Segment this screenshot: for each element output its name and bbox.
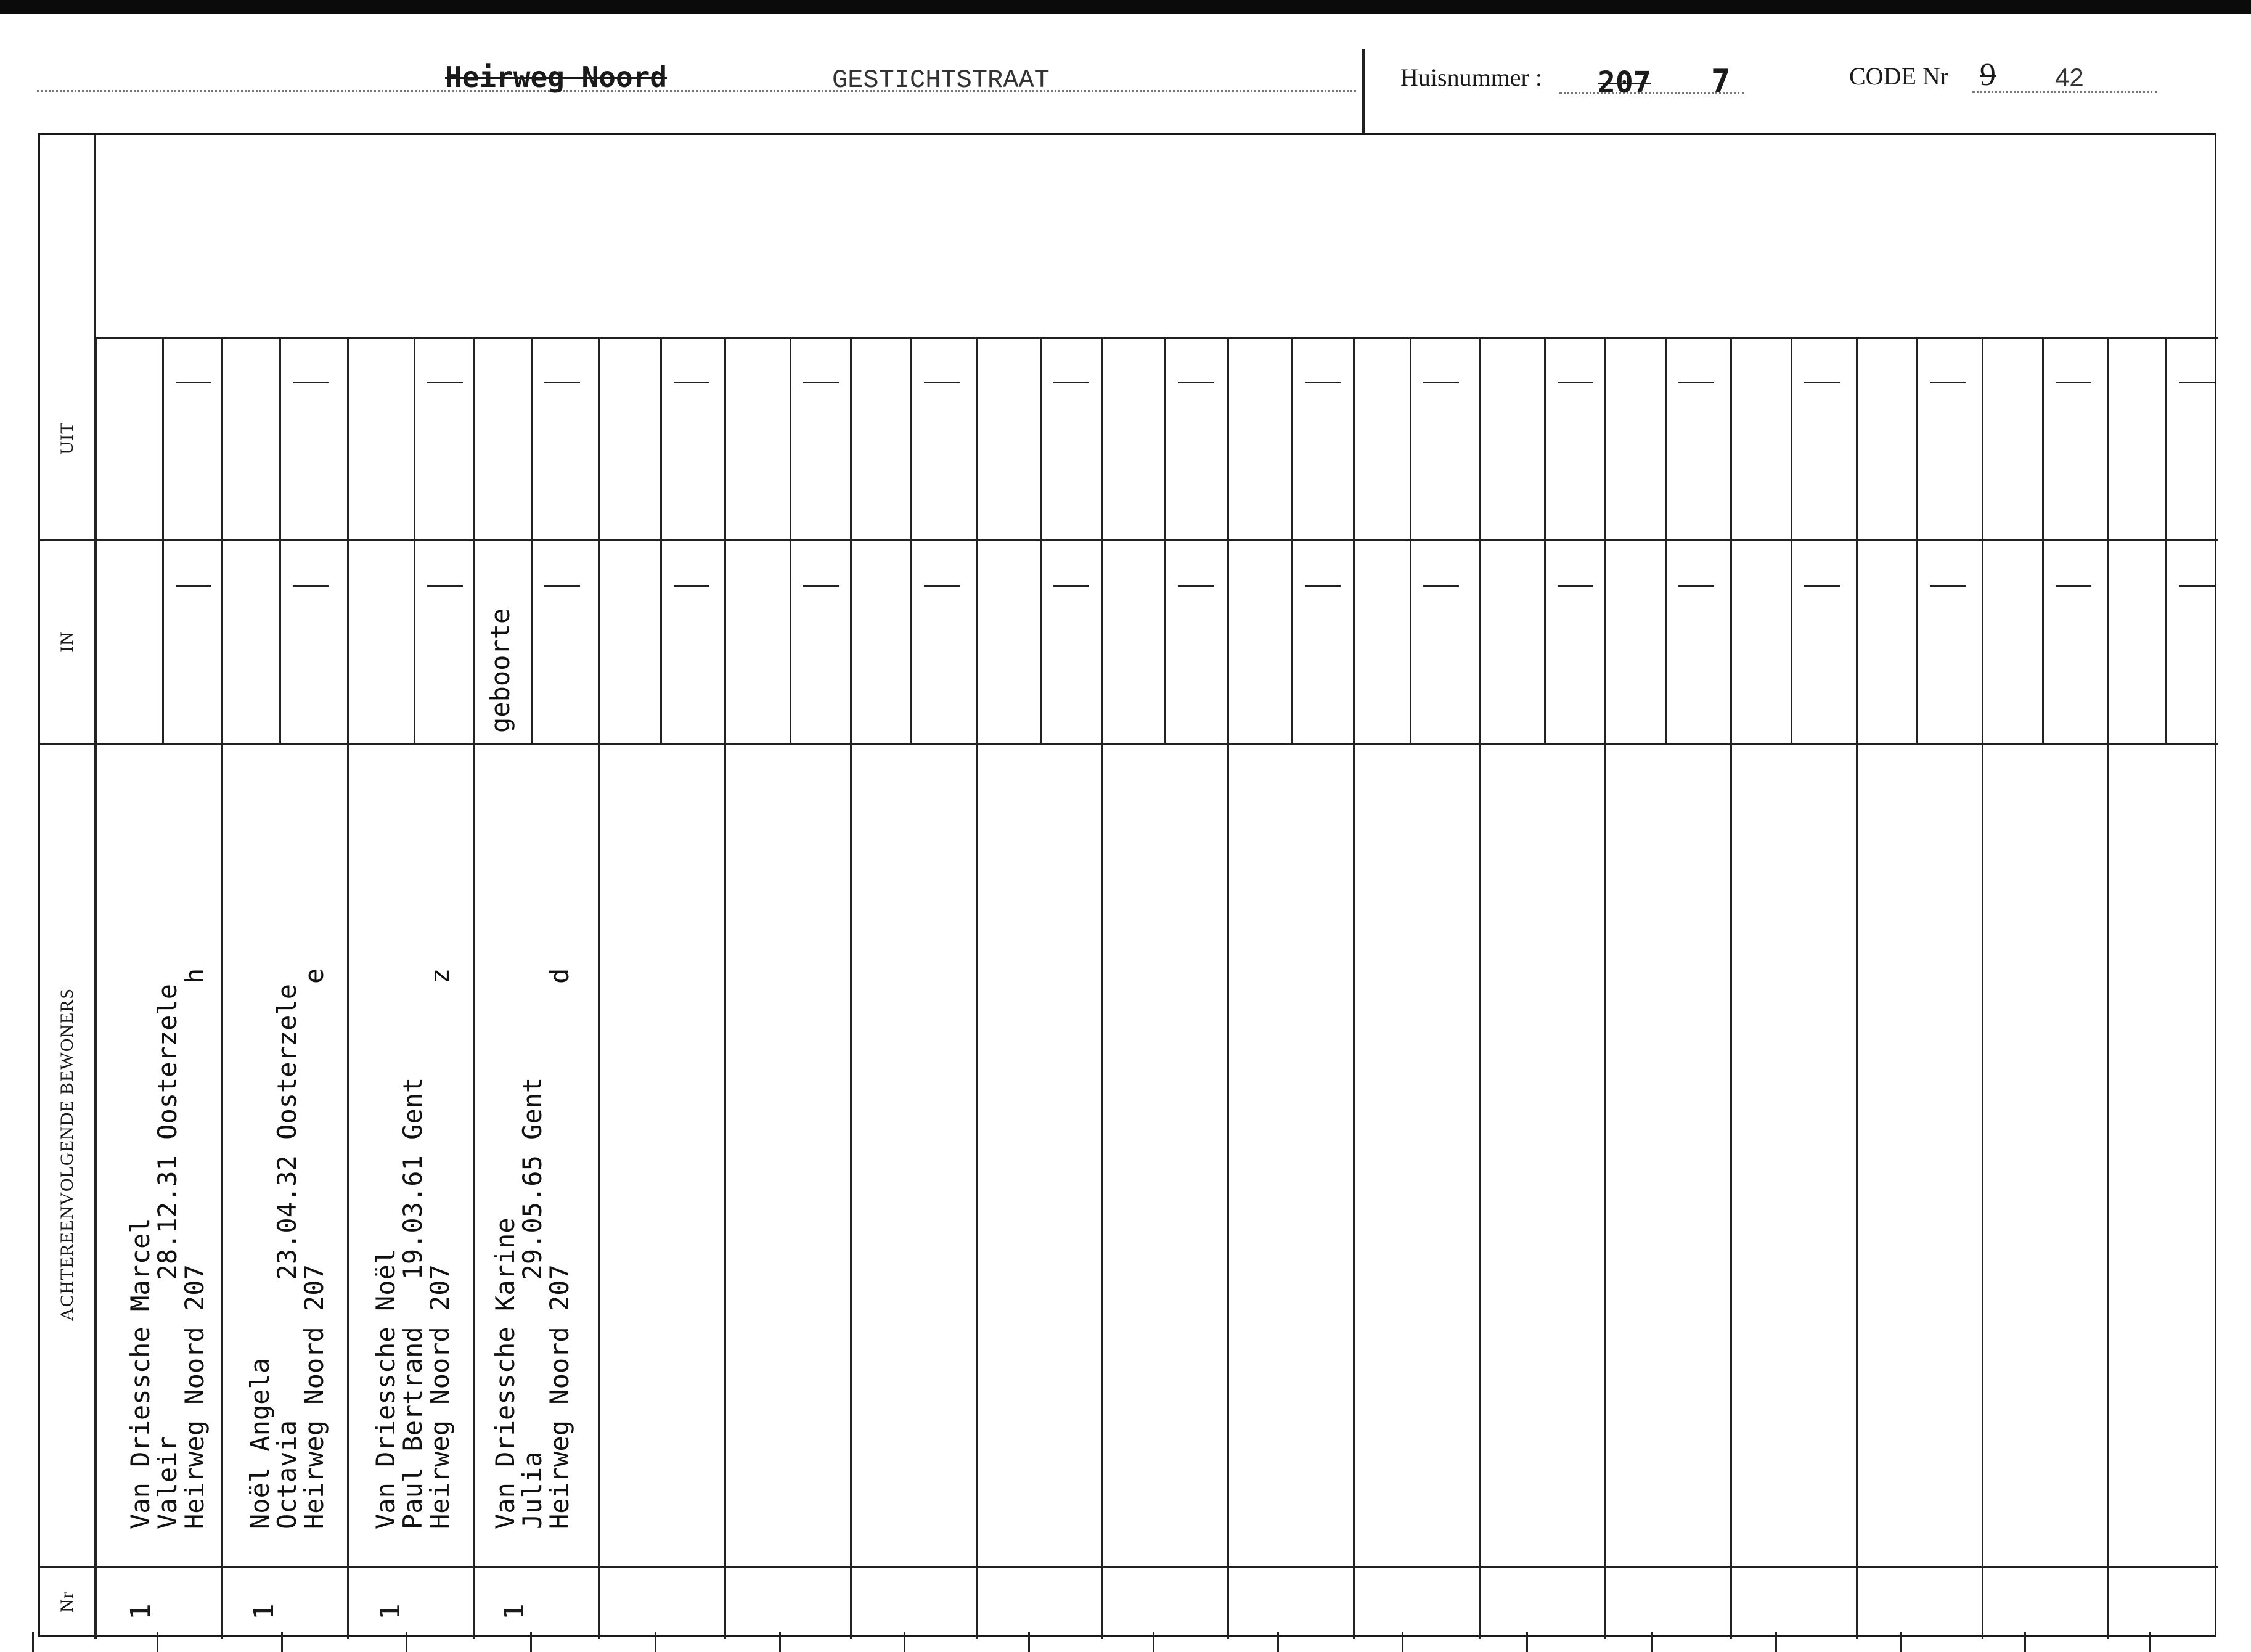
- edge-tick: [904, 1632, 905, 1652]
- entry-3-line2: Paul Bertrand 19.03.61 Gent: [398, 1077, 428, 1529]
- entry-2-line1: Noël Angela: [245, 1357, 275, 1529]
- scan-top-edge: [0, 0, 2251, 14]
- subcolumn-divider: [279, 337, 281, 743]
- cell-dash: [544, 382, 580, 383]
- entry-1-line1: Van Driessche Marcel: [125, 1217, 155, 1529]
- housenumber-new: 7: [1711, 63, 1731, 100]
- row-divider-in: [40, 539, 2218, 541]
- subcolumn-divider: [1291, 337, 1293, 743]
- entry-4-line1: Van Driessche Karine: [490, 1217, 520, 1529]
- entry-2-line3: Heirweg Noord 207 e: [299, 968, 329, 1529]
- column-divider: [1479, 337, 1481, 1639]
- cell-dash: [544, 585, 580, 587]
- subcolumn-divider: [162, 337, 164, 743]
- cell-dash: [803, 585, 839, 587]
- entry-4-nr: 1: [498, 1603, 530, 1620]
- edge-tick: [1526, 1632, 1528, 1652]
- street-dotted-line: [37, 90, 1356, 92]
- edge-tick: [779, 1632, 781, 1652]
- cell-dash: [1558, 382, 1593, 383]
- subcolumn-divider: [1040, 337, 1042, 743]
- column-divider: [473, 337, 475, 1639]
- cell-dash: [2179, 585, 2215, 587]
- subcolumn-divider: [414, 337, 415, 743]
- cell-dash: [1678, 382, 1714, 383]
- subcolumn-divider: [660, 337, 662, 743]
- entry-2-nr: 1: [248, 1603, 280, 1620]
- edge-tick: [2024, 1632, 2026, 1652]
- subcolumn-divider: [531, 337, 533, 743]
- cell-dash: [803, 382, 839, 383]
- cell-dash: [176, 585, 211, 587]
- row-divider-nr: [40, 1566, 2218, 1568]
- cell-dash: [1804, 382, 1840, 383]
- entry-3-line1: Van Driessche Noël: [370, 1248, 401, 1529]
- edge-tick: [157, 1632, 158, 1652]
- housenumber-old: 207: [1598, 65, 1651, 100]
- bottom-edge-ticks: [0, 1632, 2251, 1652]
- entry-1-line3: Heirweg Noord 207 h: [179, 968, 210, 1529]
- column-divider: [850, 337, 852, 1639]
- column-divider: [598, 337, 600, 1639]
- column-divider: [347, 337, 349, 1639]
- column-divider: [1101, 337, 1103, 1639]
- column-divider: [96, 337, 97, 1639]
- edge-tick: [1651, 1632, 1653, 1652]
- cell-dash: [1423, 585, 1459, 587]
- row-divider-residents: [40, 743, 2218, 745]
- cell-dash: [1558, 585, 1593, 587]
- subcolumn-divider: [1410, 337, 1411, 743]
- column-divider: [1982, 337, 1983, 1639]
- subcolumn-divider: [2042, 337, 2044, 743]
- cell-dash: [1178, 585, 1214, 587]
- cell-dash: [1053, 585, 1089, 587]
- column-divider: [221, 337, 223, 1639]
- subcolumn-divider: [1665, 337, 1667, 743]
- street-new: GESTICHTSTRAAT: [832, 65, 1050, 95]
- cell-dash: [674, 585, 709, 587]
- cell-dash: [176, 382, 211, 383]
- cell-dash: [924, 382, 960, 383]
- subcolumn-divider: [1916, 337, 1918, 743]
- register-form: UIT IN ACHTEREENVOLGENDE BEWONERS Nr Van Driessche Marcel Valeir 28.12.31 Oosterzele Heirweg Noord 207 h 1 Noël Angela Octavia 23.04.32 Oosterzele Heirweg Noord 207 e 1 Van Driessche Noël Paul Bertrand 19.03.61 Gent Heirweg Noord 207 z 1 geboorte Van Driessche Karine Julia 29.05.65 Gent Heirweg Noord 207 d 1: [38, 133, 2216, 1637]
- cell-dash: [293, 382, 329, 383]
- entry-4-line3: Heirweg Noord 207 d: [544, 968, 574, 1529]
- cell-dash: [1423, 382, 1459, 383]
- column-divider: [2107, 337, 2109, 1639]
- cell-dash: [2056, 382, 2091, 383]
- street-old: Heirweg Noord: [445, 60, 668, 94]
- code-label: CODE Nr: [1849, 62, 1949, 90]
- edge-tick: [1028, 1632, 1030, 1652]
- entry-4-in-note: geboorte: [485, 608, 515, 733]
- column-divider: [1856, 337, 1858, 1639]
- edge-tick: [32, 1632, 34, 1652]
- cell-dash: [2056, 585, 2091, 587]
- cell-dash: [674, 382, 709, 383]
- cell-dash: [1678, 585, 1714, 587]
- entry-3-line3: Heirweg Noord 207 z: [425, 968, 455, 1529]
- cell-dash: [427, 382, 463, 383]
- column-divider: [724, 337, 726, 1639]
- cell-dash: [1305, 585, 1341, 587]
- entry-3-nr: 1: [374, 1603, 406, 1620]
- entry-1-nr: 1: [125, 1603, 157, 1620]
- housenumber-label: Huisnummer :: [1400, 63, 1542, 91]
- code-old: 9: [1980, 57, 1996, 92]
- cell-dash: [1305, 382, 1341, 383]
- entry-2-line2: Octavia 23.04.32 Oosterzele: [272, 983, 302, 1529]
- code-new: 42: [2055, 63, 2084, 92]
- subcolumn-divider: [790, 337, 791, 743]
- cell-dash: [1930, 382, 1966, 383]
- cell-dash: [1178, 382, 1214, 383]
- edge-tick: [1775, 1632, 1777, 1652]
- edge-tick: [1402, 1632, 1403, 1652]
- edge-tick: [655, 1632, 656, 1652]
- cell-dash: [1053, 382, 1089, 383]
- subcolumn-divider: [1544, 337, 1546, 743]
- cell-dash: [427, 585, 463, 587]
- edge-tick: [1277, 1632, 1279, 1652]
- column-divider: [976, 337, 978, 1639]
- entry-1-line2: Valeir 28.12.31 Oosterzele: [152, 983, 182, 1529]
- subcolumn-divider: [1164, 337, 1166, 743]
- cell-dash: [2179, 382, 2215, 383]
- edge-tick: [2149, 1632, 2151, 1652]
- column-divider: [1604, 337, 1606, 1639]
- edge-tick: [530, 1632, 532, 1652]
- cell-dash: [293, 585, 329, 587]
- edge-tick: [1900, 1632, 1902, 1652]
- cell-dash: [1804, 585, 1840, 587]
- edge-tick: [1153, 1632, 1154, 1652]
- subcolumn-divider: [1791, 337, 1792, 743]
- entry-4-line2: Julia 29.05.65 Gent: [517, 1077, 547, 1529]
- edge-tick: [406, 1632, 407, 1652]
- cell-dash: [924, 585, 960, 587]
- subcolumn-divider: [910, 337, 912, 743]
- cell-dash: [1930, 585, 1966, 587]
- header-divider: [1362, 49, 1365, 133]
- column-divider: [1730, 337, 1732, 1639]
- subcolumn-divider: [2165, 337, 2167, 743]
- edge-tick: [281, 1632, 283, 1652]
- column-divider: [1227, 337, 1229, 1639]
- column-divider: [1353, 337, 1355, 1639]
